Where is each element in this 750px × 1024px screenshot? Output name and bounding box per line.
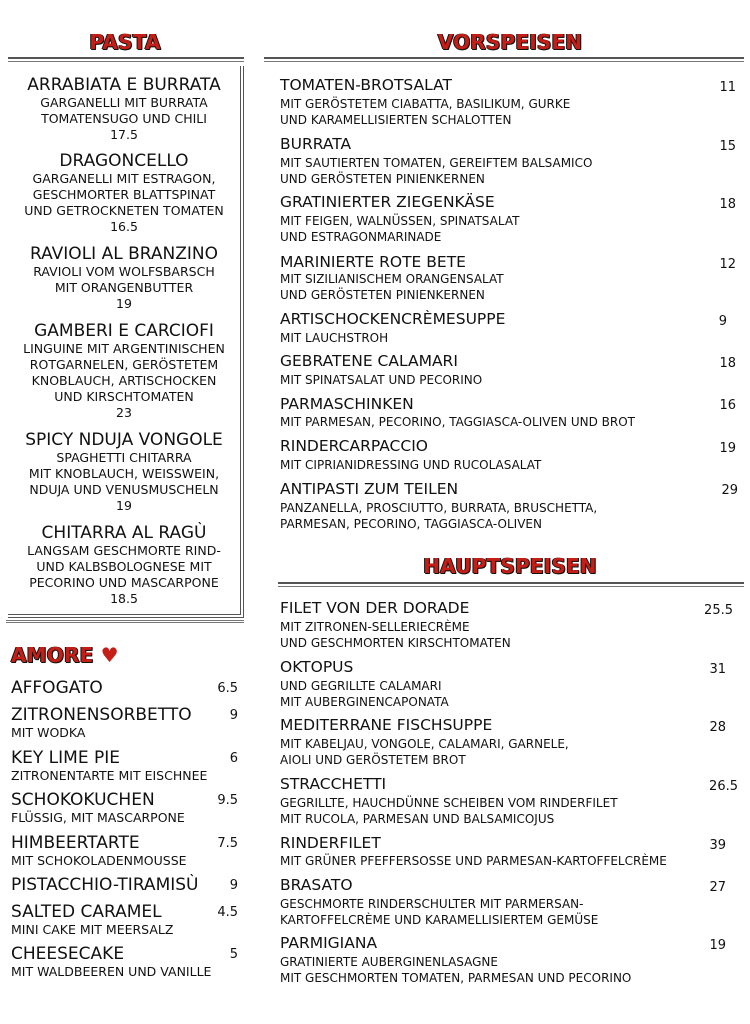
dessert-price: 9 xyxy=(229,708,238,723)
dessert-name: AFFOGATO xyxy=(11,678,103,698)
item-desc: GESCHMORTER BLATTSPINAT xyxy=(32,187,216,202)
item-desc: RAVIOLI VOM WOLFSBARSCH xyxy=(33,264,215,279)
dessert-desc: MIT SCHOKOLADENMOUSSE xyxy=(11,853,187,868)
item-desc: LINGUINE MIT ARGENTINISCHEN xyxy=(23,341,225,356)
starter-price: 29 xyxy=(721,483,738,498)
starter-desc: MIT FEIGEN, WALNÜSSEN, SPINATSALAT xyxy=(280,214,520,228)
item-desc: UND KALBSBOLOGNESE MIT xyxy=(36,559,212,574)
item-name: ARRABIATA E BURRATA xyxy=(27,75,221,95)
main-name: OKTOPUS xyxy=(280,658,354,676)
item-price: 19 xyxy=(116,296,132,311)
main-price: 28 xyxy=(709,720,726,735)
main-price: 31 xyxy=(709,662,726,677)
main-desc: MIT RUCOLA, PARMESAN UND BALSAMICOJUS xyxy=(280,812,555,826)
item-desc: GARGANELLI MIT ESTRAGON, xyxy=(32,171,216,186)
main-desc: MIT KABELJAU, VONGOLE, CALAMARI, GARNELE, xyxy=(280,737,569,751)
item-price: 19 xyxy=(116,498,132,513)
item-desc: KNOBLAUCH, ARTISCHOCKEN xyxy=(31,373,217,388)
starter-price: 9 xyxy=(718,314,727,329)
pasta-item-gamberi xyxy=(8,321,240,421)
main-price: 25.5 xyxy=(704,603,733,618)
pasta-heading: PASTA xyxy=(89,30,161,54)
item-price: 23 xyxy=(116,405,132,420)
starter-desc: MIT PARMESAN, PECORINO, TAGGIASCA-OLIVEN UND BROT xyxy=(280,415,635,429)
main-name: FILET VON DER DORADE xyxy=(280,599,470,617)
main-desc: UND GEGRILLTE CALAMARI xyxy=(280,679,442,693)
dessert-price: 4.5 xyxy=(217,905,238,920)
starter-price: 15 xyxy=(719,139,736,154)
starter-desc: UND GERÖSTETEN PINIENKERNEN xyxy=(280,172,485,186)
item-price: 16.5 xyxy=(110,219,138,234)
vorspeisen-heading: VORSPEISEN xyxy=(437,30,583,54)
dessert-price: 9 xyxy=(229,878,238,893)
dessert-name: PISTACCHIO-TIRAMISÙ xyxy=(11,875,199,895)
starter-desc: MIT SAUTIERTEN TOMATEN, GEREIFTEM BALSAMICO xyxy=(280,156,593,170)
main-desc: KARTOFFELCRÈME UND KARAMELLISIERTEM GEMÜSE xyxy=(280,913,599,927)
starter-desc: MIT GERÖSTETEM CIABATTA, BASILIKUM, GURKE xyxy=(280,97,571,111)
main-price: 19 xyxy=(709,938,726,953)
dessert-name: CHEESECAKE xyxy=(11,944,125,964)
main-desc: MIT AUBERGINENCAPONATA xyxy=(280,695,449,709)
main-name: MEDITERRANE FISCHSUPPE xyxy=(280,716,493,734)
dessert-name: KEY LIME PIE xyxy=(11,748,120,768)
dessert-desc: MINI CAKE MIT MEERSALZ xyxy=(11,922,174,937)
pasta-item-nduja xyxy=(8,430,240,514)
main-desc: GESCHMORTE RINDERSCHULTER MIT PARMERSAN- xyxy=(280,897,584,911)
dessert-name: SCHOKOKUCHEN xyxy=(11,790,155,810)
item-desc: PECORINO UND MASCARPONE xyxy=(29,575,219,590)
dessert-price: 9.5 xyxy=(217,793,238,808)
main-price: 39 xyxy=(709,838,726,853)
main-desc: GEGRILLTE, HAUCHDÜNNE SCHEIBEN VOM RINDERFILET xyxy=(280,796,618,810)
item-desc: TOMATENSUGO UND CHILI xyxy=(41,111,207,126)
item-desc: ROTGARNELEN, GERÖSTETEM xyxy=(29,357,219,372)
item-name: SPICY NDUJA VONGOLE xyxy=(25,430,223,450)
heart-icon: ♥ xyxy=(100,643,119,667)
starter-price: 12 xyxy=(719,257,736,272)
starter-desc: MIT SIZILIANISCHEM ORANGENSALAT xyxy=(280,272,504,286)
starter-price: 18 xyxy=(719,197,736,212)
starter-desc: PARMESAN, PECORINO, TAGGIASCA-OLIVEN xyxy=(280,517,542,531)
dessert-name: SALTED CARAMEL xyxy=(11,902,162,922)
dessert-desc: FLÜSSIG, MIT MASCARPONE xyxy=(11,810,185,825)
dessert-price: 6 xyxy=(229,751,238,766)
starter-name: GEBRATENE CALAMARI xyxy=(280,352,458,370)
starter-name: TOMATEN-BROTSALAT xyxy=(280,76,452,94)
starter-price: 18 xyxy=(719,356,736,371)
item-desc: NDUJA UND VENUSMUSCHELN xyxy=(29,482,219,497)
item-name: RAVIOLI AL BRANZINO xyxy=(30,244,218,264)
main-name: STRACCHETTI xyxy=(280,775,387,793)
starter-desc: UND GERÖSTETEN PINIENKERNEN xyxy=(280,288,485,302)
starter-desc: UND KARAMELLISIERTEN SCHALOTTEN xyxy=(280,113,512,127)
starter-price: 11 xyxy=(719,80,736,95)
item-name: CHITARRA AL RAGÙ xyxy=(41,523,207,543)
item-desc: UND GETROCKNETEN TOMATEN xyxy=(24,203,224,218)
main-desc: MIT GESCHMORTEN TOMATEN, PARMESAN UND PECORINO xyxy=(280,971,632,985)
starter-desc: UND ESTRAGONMARINADE xyxy=(280,230,442,244)
item-price: 18.5 xyxy=(110,591,138,606)
starter-name: ANTIPASTI ZUM TEILEN xyxy=(280,480,459,498)
main-price: 26.5 xyxy=(709,779,738,794)
starter-desc: PANZANELLA, PROSCIUTTO, BURRATA, BRUSCHETTA, xyxy=(280,501,598,515)
hauptspeisen-heading: HAUPTSPEISEN xyxy=(423,554,597,578)
main-name: PARMIGIANA xyxy=(280,934,378,952)
starter-name: PARMASCHINKEN xyxy=(280,395,414,413)
amore-title: AMORE xyxy=(11,643,94,667)
main-desc: MIT GRÜNER PFEFFERSOSSE UND PARMESAN-KARTOFFELCRÈME xyxy=(280,854,667,868)
item-desc: UND KIRSCHTOMATEN xyxy=(54,389,194,404)
starter-name: ARTISCHOCKENCRÈMESUPPE xyxy=(280,310,506,328)
dessert-name: HIMBEERTARTE xyxy=(11,833,140,853)
main-desc: UND GESCHMORTEN KIRSCHTOMATEN xyxy=(280,636,511,650)
dessert-desc: ZITRONENTARTE MIT EISCHNEE xyxy=(11,768,208,783)
dessert-price: 5 xyxy=(229,947,238,962)
dessert-desc: MIT WODKA xyxy=(11,725,86,740)
dessert-desc: MIT WALDBEEREN UND VANILLE xyxy=(11,964,212,979)
item-desc: MIT KNOBLAUCH, WEISSWEIN, xyxy=(28,466,220,481)
dessert-name: ZITRONENSORBETTO xyxy=(11,705,192,725)
dessert-price: 6.5 xyxy=(217,681,238,696)
pasta-item-arrabiata xyxy=(8,75,240,143)
main-desc: GRATINIERTE AUBERGINENLASAGNE xyxy=(280,955,498,969)
item-desc: MIT ORANGENBUTTER xyxy=(54,280,194,295)
item-name: DRAGONCELLO xyxy=(59,151,189,171)
vorspeisen-divider xyxy=(264,57,744,62)
dessert-price: 7.5 xyxy=(217,836,238,851)
starter-price: 19 xyxy=(719,441,736,456)
main-price: 27 xyxy=(709,880,726,895)
main-desc: AIOLI UND GERÖSTETEM BROT xyxy=(280,753,466,767)
starter-desc: MIT CIPRIANIDRESSING UND RUCOLASALAT xyxy=(280,458,542,472)
main-desc: MIT ZITRONEN-SELLERIECRÈME xyxy=(280,620,470,634)
starter-name: MARINIERTE ROTE BETE xyxy=(280,253,466,271)
item-desc: SPAGHETTI CHITARRA xyxy=(56,450,192,465)
starter-name: GRATINIERTER ZIEGENKÄSE xyxy=(280,193,495,211)
amore-divider xyxy=(6,620,244,623)
pasta-item-ravioli xyxy=(8,244,240,312)
hauptspeisen-divider xyxy=(278,582,744,587)
item-price: 17.5 xyxy=(110,127,138,142)
starter-desc: MIT LAUCHSTROH xyxy=(280,331,389,345)
starter-name: RINDERCARPACCIO xyxy=(280,437,428,455)
item-desc: LANGSAM GESCHMORTE RIND- xyxy=(27,543,221,558)
item-name: GAMBERI E CARCIOFI xyxy=(34,321,214,341)
amore-heading xyxy=(11,643,119,667)
item-desc: GARGANELLI MIT BURRATA xyxy=(40,95,208,110)
starter-name: BURRATA xyxy=(280,135,352,153)
starter-price: 16 xyxy=(719,398,736,413)
pasta-item-dragoncello xyxy=(8,151,240,235)
pasta-item-ragu xyxy=(8,523,240,607)
starter-desc: MIT SPINATSALAT UND PECORINO xyxy=(280,373,483,387)
main-name: RINDERFILET xyxy=(280,834,381,852)
main-name: BRASATO xyxy=(280,876,353,894)
pasta-divider xyxy=(8,57,244,62)
